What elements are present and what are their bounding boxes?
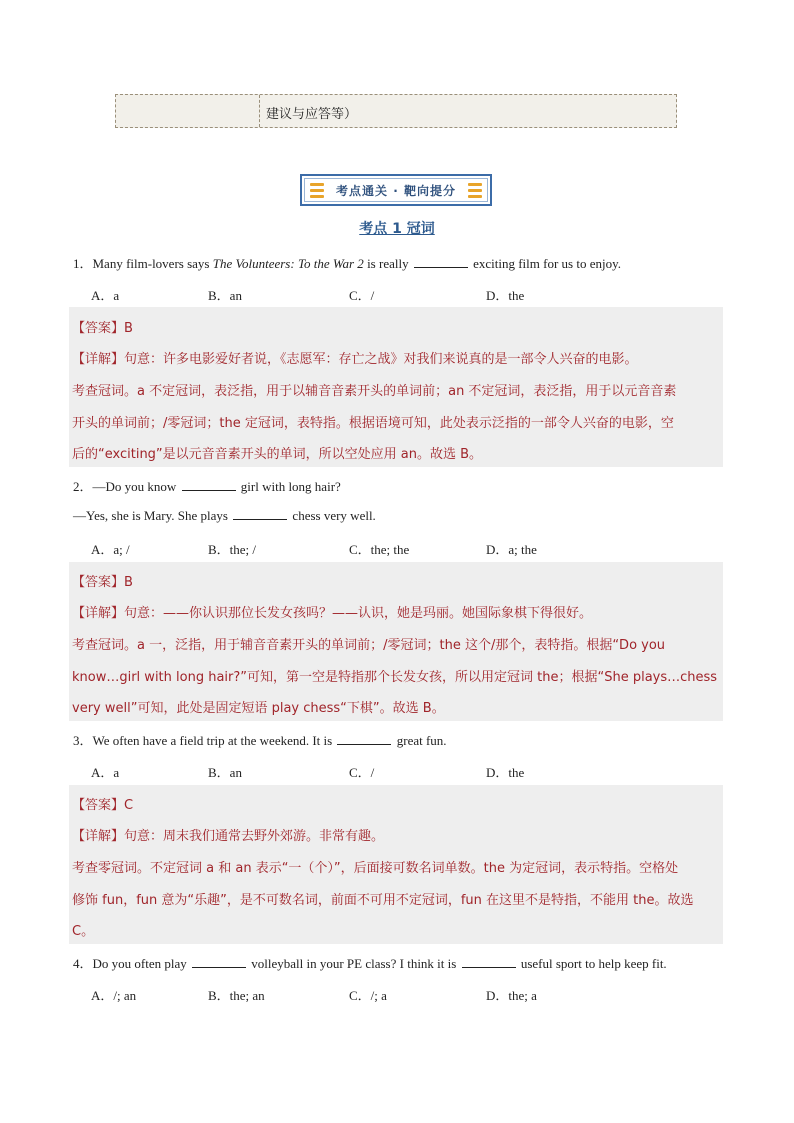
answer-blank [462,956,516,968]
topic-title: 考点 1 冠词 [359,221,435,237]
question-text: volleyball in your PE class? I think it is [247,956,460,971]
question-text: 4．Do you often play [73,956,190,971]
section-banner-label: 考点通关 · 靶向提分 [336,184,456,198]
question-3-answer-box [69,785,723,944]
question-text: great fun. [393,733,447,748]
option-d: D．the [486,288,525,303]
detail-line: 考查零冠词。不定冠词 a 和 an 表示“一（个）”，后面接可数名词单数。the 为定冠词，表示特指。空格处 [72,861,679,876]
answer-line: 【答案】B [72,321,133,336]
option-a: A．a [91,288,120,303]
option-a: A．a; / [91,542,130,557]
question-text: is really [363,256,412,271]
detail-line: 【详解】句意：许多电影爱好者说，《志愿军：存亡之战》对我们来说真的是一部令人兴奋的电影。 [72,352,638,367]
header-text: 建议与应答等） [266,107,358,122]
question-1-answer-box [69,307,723,467]
detail-line: 【详解】句意：——你认识那位长发女孩吗？——认识，她是玛丽。她国际象棋下得很好。 [72,606,593,621]
header-info-box [115,94,677,128]
answer-line: 【答案】B [72,575,133,590]
film-title: The Volunteers: To the War 2 [212,256,364,271]
detail-line: 修饰 fun，fun 意为“乐趣”，是不可数名词，前面不可用不定冠词，fun 在这里不是特指，不能用 the。故选 [72,893,694,908]
option-d: D．the [486,765,525,780]
option-b: B．an [208,288,242,303]
question-1 [73,253,621,272]
question-2-line-1 [73,476,341,495]
answer-blank [233,508,287,520]
option-c: C．/ [349,765,375,780]
detail-line: 考查冠词。a 一，泛指，用于辅音音素开头的单词前；/零冠词；the 这个/那个，表特指。根据“Do you [72,638,666,653]
question-text: girl with long hair? [237,479,341,494]
question-3 [73,730,447,749]
detail-line: 开头的单词前；/零冠词；the 定冠词，表特指。根据语境可知，此处表示泛指的一部令人兴奋的电影，空 [72,416,674,431]
option-a: A．/; an [91,988,137,1003]
question-text: exciting film for us to enjoy. [469,256,621,271]
answer-blank [182,479,236,491]
answer-blank [414,256,468,268]
banner-right-decoration-icon [468,183,482,201]
option-b: B．the; an [208,988,265,1003]
question-2-line-2 [73,508,376,524]
question-2-answer-box [69,562,723,721]
question-text: —Yes, she is Mary. She plays [73,508,232,523]
detail-line: 考查冠词。a 不定冠词，表泛指，用于以辅音音素开头的单词前；an 不定冠词，表泛指，用于以元音音素 [72,384,677,399]
option-b: B．the; / [208,542,257,557]
option-c: C．/ [349,288,375,303]
answer-blank [192,956,246,968]
detail-line: 【详解】句意：周末我们通常去野外郊游。非常有趣。 [72,829,385,844]
detail-line: C。 [72,924,95,939]
question-4 [73,953,667,972]
question-text: useful sport to help keep fit. [517,956,667,971]
section-banner [300,174,492,206]
option-b: B．an [208,765,242,780]
detail-line: 后的“exciting”是以元音音素开头的单词，所以空处应用 an。故选 B。 [72,447,483,462]
question-text: 3．We often have a field trip at the weekend. It is [73,733,336,748]
question-text: 1．Many film-lovers says [73,256,213,271]
answer-blank [337,733,391,745]
question-text: 2．—Do you know [73,479,180,494]
option-d: D．a; the [486,542,537,557]
detail-line: know…girl with long hair?”可知，第一空是特指那个长发女孩，所以用定冠词 the；根据“She plays…chess [72,670,718,685]
question-text: chess very well. [289,508,376,523]
answer-line: 【答案】C [72,798,134,813]
option-d: D．the; a [486,988,537,1003]
option-c: C．the; the [349,542,410,557]
header-divider [259,95,260,127]
detail-line: very well”可知，此处是固定短语 play chess“下棋”。故选 B。 [72,701,445,716]
option-a: A．a [91,765,120,780]
option-c: C．/; a [349,988,387,1003]
